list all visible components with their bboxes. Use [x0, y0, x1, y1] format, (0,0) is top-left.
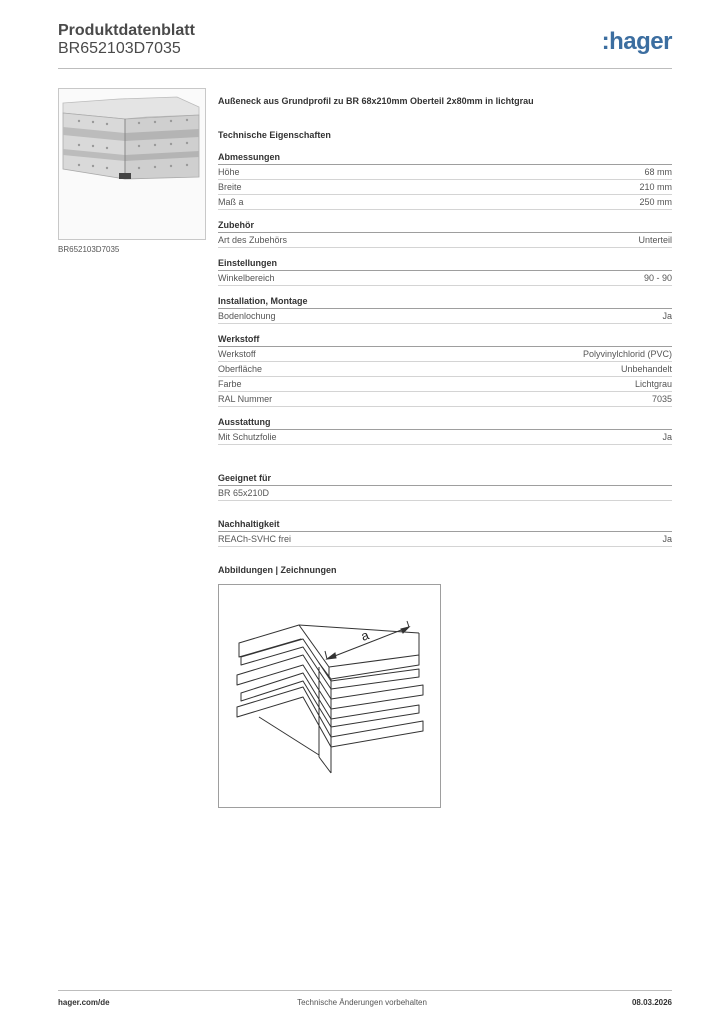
spec-row	[218, 180, 672, 195]
footer-website: hager.com/de	[58, 998, 110, 1007]
technical-drawing	[218, 584, 441, 808]
footer-divider	[58, 990, 672, 991]
spec-value: 210 mm	[639, 182, 672, 192]
section-nachhaltigkeit	[218, 519, 672, 547]
spec-label: Werkstoff	[218, 349, 256, 359]
spec-value: Ja	[662, 534, 672, 544]
spec-row	[218, 392, 672, 407]
article-number: BR652103D7035	[58, 40, 181, 57]
section-title: Abmessungen	[218, 152, 672, 165]
section-abmessungen	[218, 152, 672, 210]
footer-notice: Technische Änderungen vorbehalten	[297, 998, 427, 1007]
spec-label: Höhe	[218, 167, 240, 177]
spec-value: Ja	[662, 432, 672, 442]
section-werkstoff	[218, 334, 672, 407]
product-description: Außeneck aus Grundprofil zu BR 68x210mm Oberteil 2x80mm in lichtgrau	[218, 96, 534, 106]
footer-date: 08.03.2026	[631, 998, 672, 1007]
spec-label: Bodenlochung	[218, 311, 276, 321]
section-geeignet-fuer	[218, 473, 672, 501]
spec-label: REACh-SVHC frei	[218, 534, 292, 544]
section-title: Geeignet für	[218, 473, 672, 486]
tech-heading: Technische Eigenschaften	[218, 130, 331, 140]
header-divider	[58, 68, 672, 69]
spec-row	[218, 532, 672, 547]
spec-value: 90 - 90	[643, 273, 672, 283]
spec-row	[218, 347, 672, 362]
spec-row	[218, 430, 672, 445]
spec-row	[218, 233, 672, 248]
spec-value: Unterteil	[638, 235, 672, 245]
spec-label: Art des Zubehörs	[218, 235, 288, 245]
section-einstellungen	[218, 258, 672, 286]
spec-value: Polyvinylchlorid (PVC)	[582, 349, 672, 359]
spec-value: Lichtgrau	[634, 379, 672, 389]
spec-row	[218, 271, 672, 286]
drawings-heading: Abbildungen | Zeichnungen	[218, 565, 337, 575]
corner-line-drawing	[219, 585, 440, 807]
spec-label: BR 65x210D	[218, 488, 270, 498]
spec-row	[218, 377, 672, 392]
spec-value: Unbehandelt	[620, 364, 672, 374]
spec-value: 7035	[651, 394, 672, 404]
spec-label: Oberfläche	[218, 364, 263, 374]
spec-label: Farbe	[218, 379, 242, 389]
thumbnail-caption: BR652103D7035	[58, 245, 120, 254]
spec-label: Mit Schutzfolie	[218, 432, 277, 442]
spec-row	[218, 309, 672, 324]
spec-value: 68 mm	[644, 167, 672, 177]
corner-profile-photo	[59, 89, 205, 239]
spec-label: Maß a	[218, 197, 244, 207]
spacer	[218, 455, 672, 473]
section-title: Zubehör	[218, 220, 672, 233]
specs-panel	[218, 96, 672, 557]
spec-row	[218, 362, 672, 377]
spec-label: Winkelbereich	[218, 273, 275, 283]
section-title: Ausstattung	[218, 417, 672, 430]
section-ausstattung	[218, 417, 672, 445]
section-title: Einstellungen	[218, 258, 672, 271]
section-title: Nachhaltigkeit	[218, 519, 672, 532]
section-installation	[218, 296, 672, 324]
spec-value: Ja	[662, 311, 672, 321]
spec-value: 250 mm	[639, 197, 672, 207]
section-zubehoer	[218, 220, 672, 248]
hager-logo: :hager	[601, 28, 672, 55]
dimension-label: a	[358, 627, 371, 644]
spec-row	[218, 165, 672, 180]
spec-row	[218, 195, 672, 210]
product-thumbnail	[58, 88, 206, 240]
section-title: Installation, Montage	[218, 296, 672, 309]
page-title: Produktdatenblatt	[58, 22, 195, 39]
spec-row	[218, 486, 672, 501]
spec-label: Breite	[218, 182, 242, 192]
spec-label: RAL Nummer	[218, 394, 273, 404]
section-title: Werkstoff	[218, 334, 672, 347]
spacer	[218, 511, 672, 519]
